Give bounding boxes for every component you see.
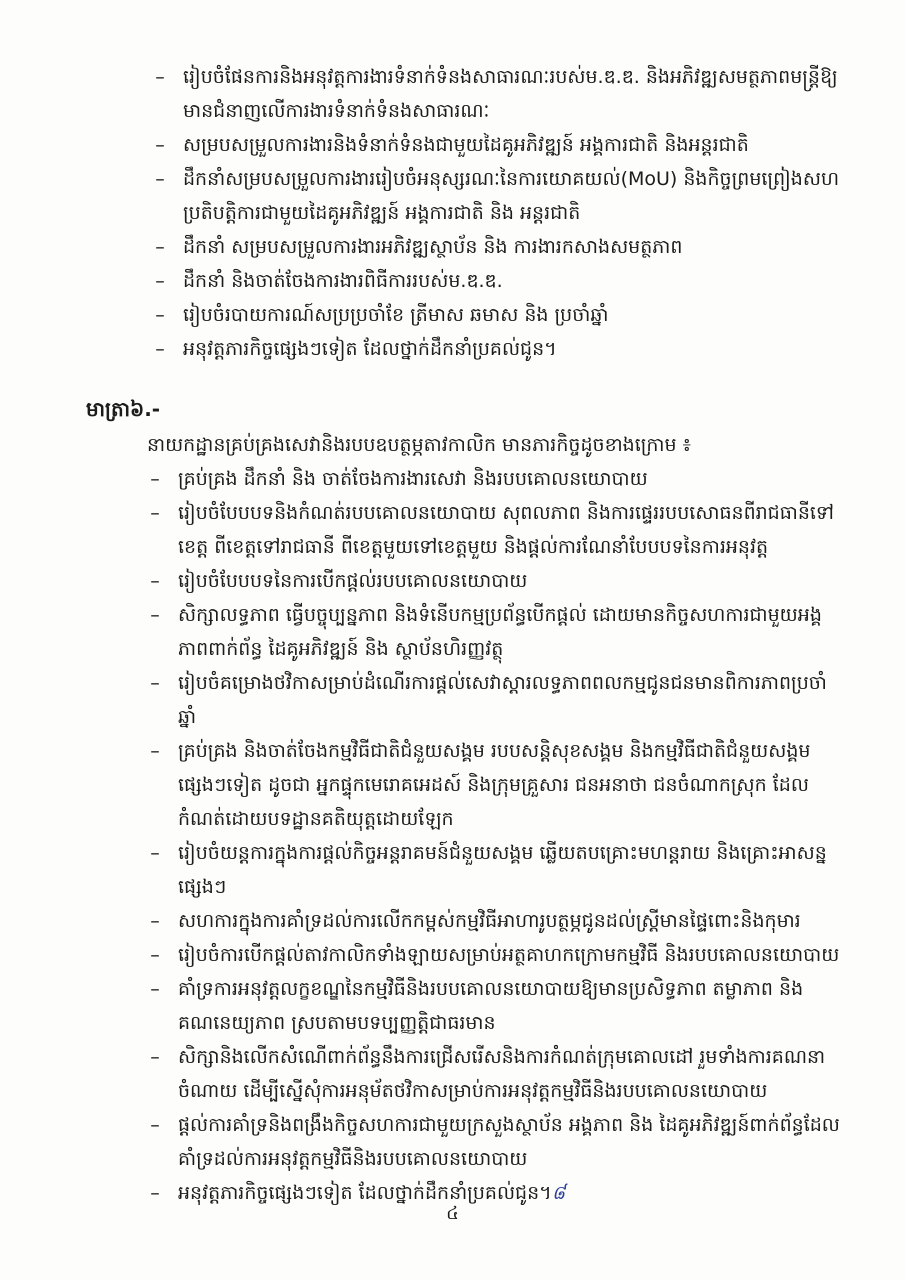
list-item (0, 230, 905, 264)
list-item (0, 128, 905, 162)
list-item-text: រៀបចំផែនការនិងអនុវត្តការងារទំនាក់ទំនងសាធារណៈរបស់ម.ឌ.ឌ. និងអភិវឌ្ឍសមត្ថភាពមន្ត្រីឱ្យមានជំនាញលើការងារទំនាក់ទំនងសាធារណៈ (183, 66, 838, 122)
page-number: ៤ (446, 1203, 459, 1224)
list-item (0, 162, 905, 230)
list-item (0, 298, 905, 332)
list-item (0, 904, 905, 938)
bullet-dash: – (150, 468, 160, 490)
bullet-dash: – (155, 66, 165, 88)
list-item (0, 264, 905, 298)
list-item (0, 496, 905, 564)
bullet-dash: – (150, 570, 160, 592)
list-item-text: រៀបចំគម្រោងថវិកាសម្រាប់ដំណើរការផ្ដល់សេវាស្ដារលទ្ធភាពពលកម្មជូនជនមានពិការភាពប្រចាំឆ្នាំ (178, 672, 827, 728)
list-item (0, 60, 905, 128)
bullet-dash: – (150, 1114, 160, 1136)
list-item-text: រៀបចំរបាយការណ៍សប្រប្រចាំខែ ត្រីមាស ឆមាស និង ប្រចាំឆ្នាំ (183, 304, 609, 326)
list-item-text: រៀបចំយន្តការក្នុងការផ្ដល់កិច្ចអន្តរាគមន៍ជំនួយសង្គម ឆ្លើយតបគ្រោះមហន្តរាយ និងគ្រោះអាសន្នផ្សេងៗ (178, 842, 827, 898)
list-item-text-main: អនុវត្តភារកិច្ចផ្សេងៗទៀត ដែលថ្នាក់ដឹកនាំប្រគល់ជូន។ (178, 1182, 552, 1204)
bullet-dash: – (150, 842, 160, 864)
list-item (0, 972, 905, 1040)
bullet-dash: – (155, 134, 165, 156)
list-item (0, 734, 905, 836)
list-item (0, 332, 905, 366)
list-item-text: ផ្ដល់ការគាំទ្រនិងពង្រឹងកិច្ចសហការជាមួយក្រសួងស្ថាប័ន អង្គភាព និង ដៃគូអភិវឌ្ឍន៍ពាក់ព័ន្ធដែលគាំទ្រដល់ការអនុវត្តកម្មវិធីនិងរបបគោលនយោបាយ (178, 1114, 840, 1170)
list-item (0, 666, 905, 734)
bullet-dash: – (150, 604, 160, 626)
article-intro: នាយកដ្ឋានគ្រប់គ្រងសេវានិងរបបឧបត្ថម្ភតាវកាលិក មានភារកិច្ចដូចខាងក្រោម ៖ (147, 434, 691, 456)
bullet-dash: – (150, 740, 160, 762)
section-1-list (0, 60, 905, 366)
list-item-text: គ្រប់គ្រង ដឹកនាំ និង ចាត់ចែងការងារសេវា និងរបបគោលនយោបាយ (178, 468, 648, 490)
bullet-dash: – (150, 1046, 160, 1068)
bullet-dash: – (155, 168, 165, 190)
list-item (0, 1108, 905, 1176)
list-item-text: សម្របសម្រួលការងារនិងទំនាក់ទំនងជាមួយដៃគូអភិវឌ្ឍន៍ អង្គការជាតិ និងអន្តរជាតិ (183, 134, 749, 156)
list-item (0, 938, 905, 972)
list-item-text: ដឹកនាំសម្របសម្រួលការងាររៀបចំអនុស្សរណៈនៃការយោគយល់(MoU) និងកិច្ចព្រមព្រៀងសហប្រតិបត្តិការជាមួយដៃគូអភិវឌ្ឍន៍ អង្គការជាតិ និង អន្តរជាតិ (183, 168, 840, 224)
list-item-text: សហការក្នុងការគាំទ្រដល់ការលើកកម្ពស់កម្មវិធីអាហារូបត្ថម្ភជូនដល់ស្ត្រីមានផ្ទៃពោះនិងកុមារ (178, 910, 801, 932)
bullet-dash: – (150, 944, 160, 966)
bullet-dash: – (155, 236, 165, 258)
list-item (0, 1040, 905, 1108)
list-item (0, 598, 905, 666)
list-item-text: សិក្សាលទ្ធភាព ធ្វើបច្ចុប្បន្នភាព និងទំនើបកម្មប្រព័ន្ធបើកផ្ដល់ ដោយមានកិច្ចសហការជាមួយអង្គភាពពាក់ព័ន្ធ ដៃគូអភិវឌ្ឍន៍ និង ស្ថាប័នហិរញ្ញវត្ថុ (178, 604, 822, 660)
list-item (0, 462, 905, 496)
list-item-text: សិក្សានិងលើកសំណើពាក់ព័ន្ធនឹងការជ្រើសរើសនិងការកំណត់ក្រុមគោលដៅ រួមទាំងការគណនាចំណាយ ដើម្បីស្នើសុំការអនុម័តថវិកាសម្រាប់ការអនុវត្តកម្មវិធីនិងរបបគោលនយោបាយ (178, 1046, 826, 1102)
list-item-text: រៀបចំបែបបទនៃការបើកផ្ដល់របបគោលនយោបាយ (178, 570, 528, 592)
article-heading: មាត្រា៦.- (86, 397, 161, 421)
bullet-dash: – (150, 1182, 160, 1204)
handwritten-mark: ៨ (551, 1182, 566, 1204)
list-item-text: គ្រប់គ្រង និងចាត់ចែងកម្មវិធីជាតិជំនួយសង្គម របបសន្តិសុខសង្គម និងកម្មវិធីជាតិជំនួយសង្គមផ្សេងៗទៀត ដូចជា អ្នកផ្ទុកមេរោគអេដស៍ និងក្រុមគ្រួសារ ជនអនាថា ជនចំណាកស្រុក ដែលកំណត់ដោយបទដ្ឋានគតិយុត្តដោយឡែក (178, 740, 811, 830)
bullet-dash: – (155, 338, 165, 360)
list-item (0, 564, 905, 598)
bullet-dash: – (150, 910, 160, 932)
bullet-dash: – (150, 502, 160, 524)
bullet-dash: – (155, 270, 165, 292)
bullet-dash: – (150, 672, 160, 694)
list-item-text: អនុវត្តភារកិច្ចផ្សេងៗទៀត ដែលថ្នាក់ដឹកនាំប្រគល់ជូន។ (183, 338, 557, 360)
list-item (0, 836, 905, 904)
bullet-dash: – (150, 978, 160, 1000)
list-item-text: រៀបចំបែបបទនិងកំណត់របបគោលនយោបាយ សុពលភាព និងការផ្ទេររបបសោធនពីរាជធានីទៅខេត្ត ពីខេត្តទៅរាជធានី ពីខេត្តមួយទៅខេត្តមួយ និងផ្ដល់ការណែនាំបែបបទនៃការអនុវត្ត (178, 502, 835, 558)
list-item-text: ដឹកនាំ សម្របសម្រួលការងារអភិវឌ្ឍស្ថាប័ន និង ការងារកសាងសមត្ថភាព (183, 236, 683, 258)
list-item-text: រៀបចំការបើកផ្ដល់តាវកាលិកទាំងឡាយសម្រាប់អត្ថគាហកក្រោមកម្មវិធី និងរបបគោលនយោបាយ (178, 944, 840, 966)
list-item-text: គាំទ្រការអនុវត្តលក្ខខណ្ឌនៃកម្មវិធីនិងរបបគោលនយោបាយឱ្យមានប្រសិទ្ធភាព តម្លាភាព និងគណនេយ្យភាព ស្របតាមបទប្បញ្ញត្តិជាធរមាន (178, 978, 804, 1034)
section-2-list (0, 462, 905, 1210)
list-item-text: ដឹកនាំ និងចាត់ចែងការងារពិធីការរបស់ម.ឌ.ឌ. (183, 270, 503, 292)
bullet-dash: – (155, 304, 165, 326)
